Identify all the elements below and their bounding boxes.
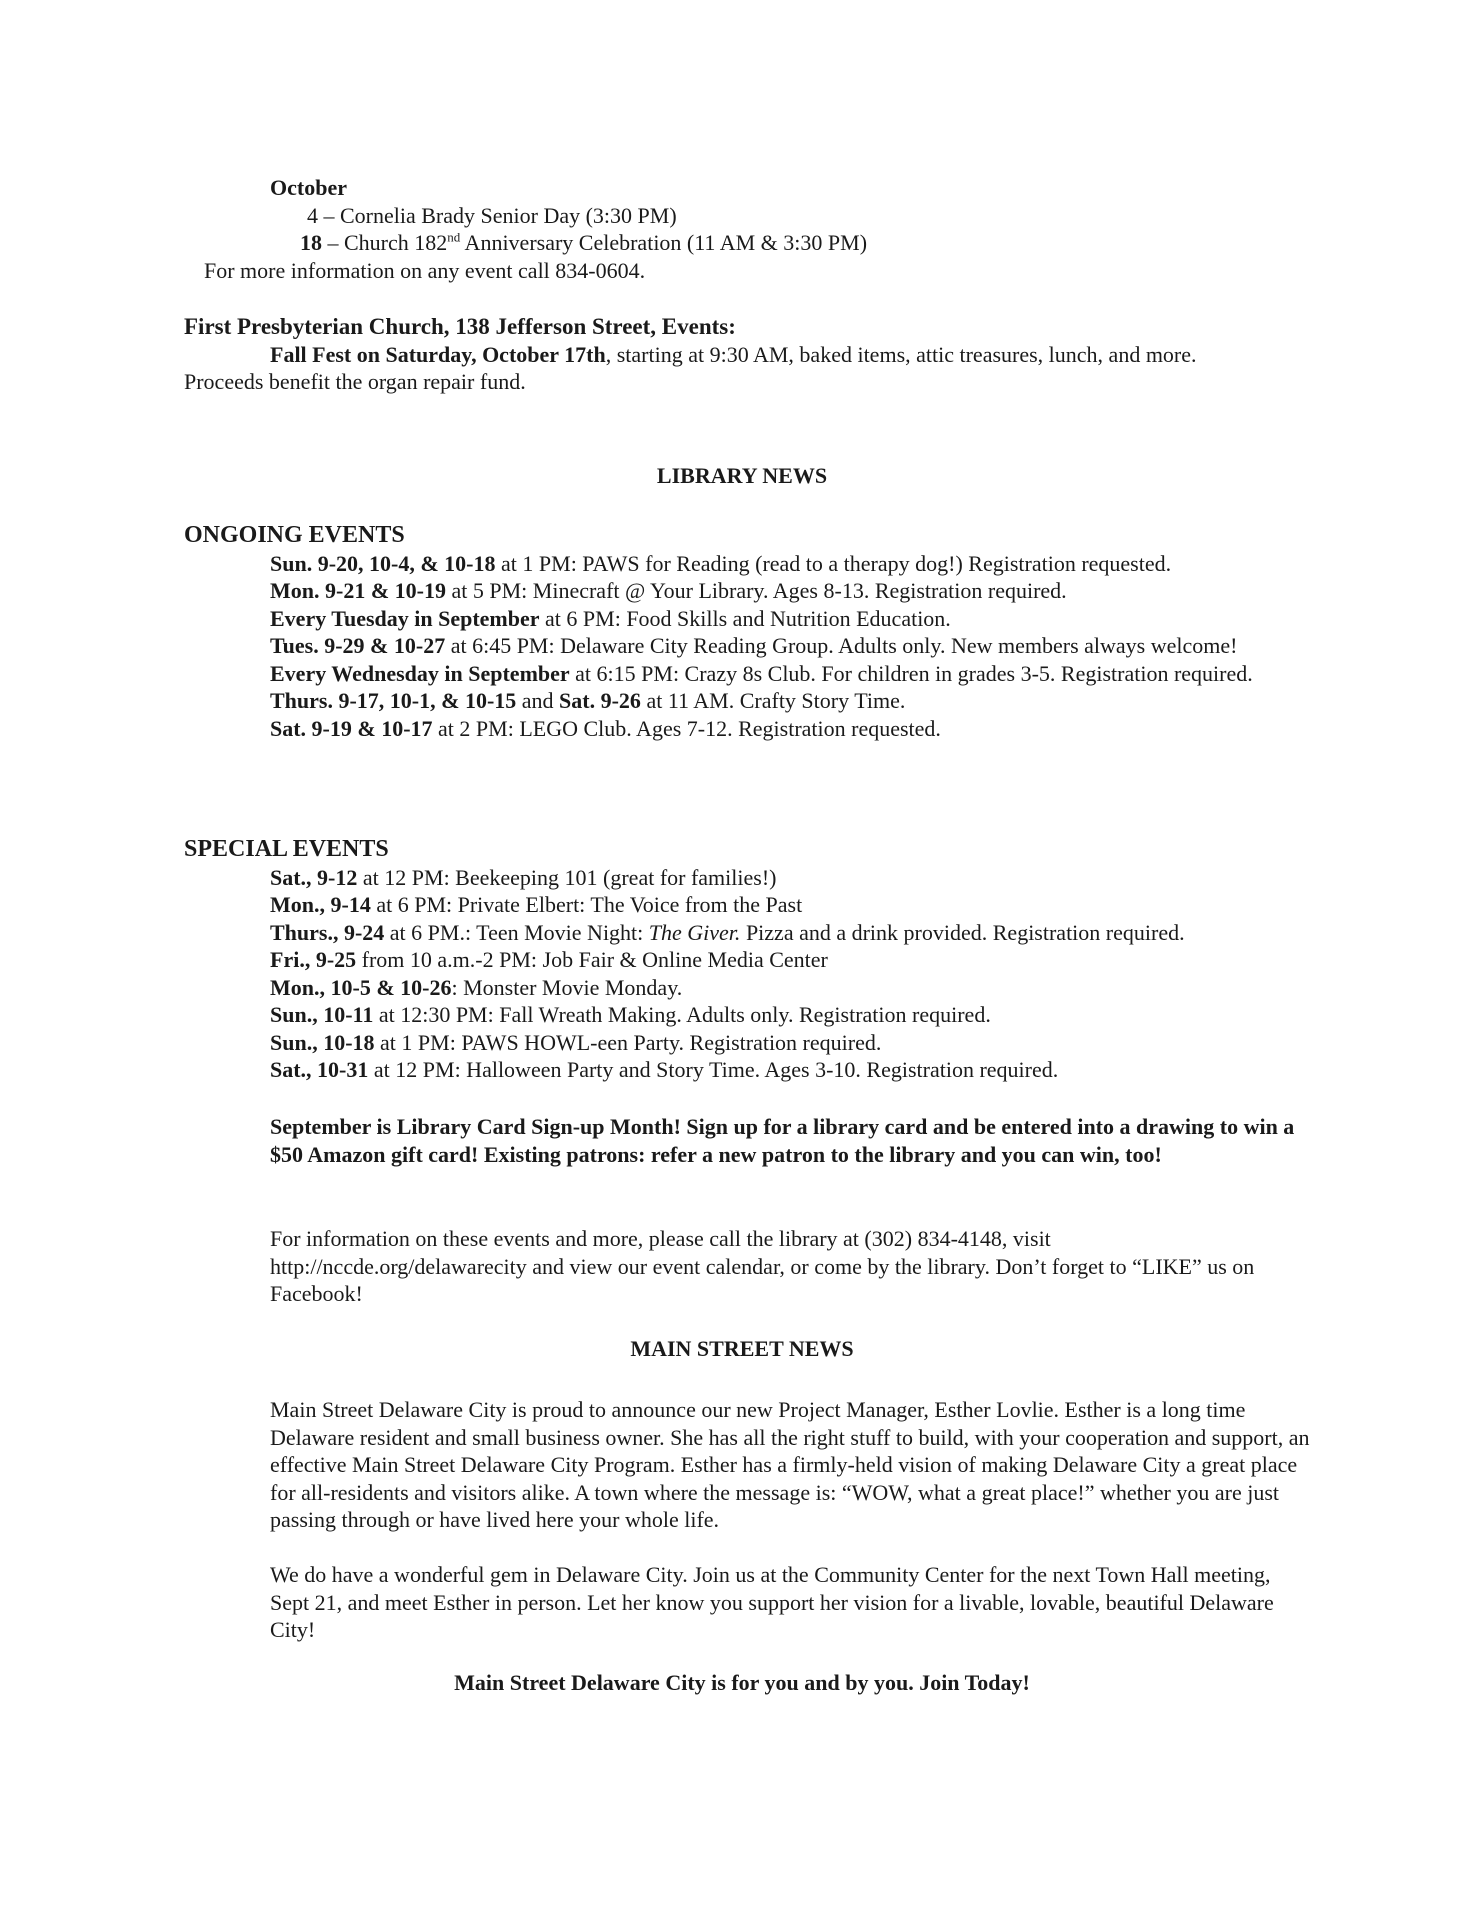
october-item [270, 229, 867, 257]
special-event [184, 974, 1304, 1002]
special-event [184, 919, 1304, 947]
item-text: – Church 182 [322, 230, 448, 255]
event-date: Thurs. 9-17, 10-1, & 10-15 [270, 688, 517, 713]
event-date: Mon., 9-14 [270, 892, 371, 917]
ongoing-events-section [184, 522, 1304, 742]
ongoing-event [184, 715, 1304, 743]
event-text: at 6:15 PM: Crazy 8s Club. For children in grades 3-5. Registration required. [569, 660, 1253, 686]
event-date: Sat. 9-26 [559, 688, 641, 713]
event-date: Sat., 10-31 [270, 1057, 369, 1082]
ongoing-event [184, 577, 1304, 605]
event-date: Thurs., 9-24 [270, 919, 385, 945]
event-text: at 6 PM.: Teen Movie Night: [384, 919, 649, 945]
special-event [184, 864, 1304, 892]
event-text: at 11 AM. Crafty Story Time. [640, 688, 906, 713]
special-event [184, 891, 1304, 919]
event-date: Sat., 9-12 [270, 864, 358, 890]
special-events-section [184, 836, 1304, 1084]
event-text: at 12:30 PM: Fall Wreath Making. Adults only. Registration required. [373, 1002, 991, 1027]
item-text: – Cornelia Brady Senior Day (3:30 PM) [318, 202, 677, 228]
presbyterian-heading: First Presbyterian Church, 138 Jefferson Street, Events: [184, 314, 736, 339]
special-event-list [184, 864, 1304, 1084]
main-street-para-2: We do have a wonderful gem in Delaware City. Join us at the Community Center for the next Town Hall meeting, Sept 21, and meet Esther in person. Let her know you support her vision for a livable, lovable, beautiful Delaware City! [270, 1562, 1274, 1642]
ongoing-heading: ONGOING EVENTS [184, 522, 405, 548]
event-text: at 6 PM: Food Skills and Nutrition Education. [539, 605, 951, 631]
ongoing-event [184, 687, 1304, 715]
event-text: at 6:45 PM: Delaware City Reading Group. Adults only. New members always welcome! [445, 633, 1238, 658]
ongoing-event [184, 660, 1304, 688]
main-street-closing: Main Street Delaware City is for you and by you. Join Today! [454, 1670, 1030, 1695]
event-date: Tues. 9-29 & 10-27 [270, 633, 446, 658]
ongoing-event [184, 550, 1304, 578]
event-text: and [516, 688, 560, 713]
event-date: Sun., 10-11 [270, 1002, 374, 1027]
library-info: For information on these events and more, please call the library at (302) 834-4148, visit http://nccde.org/delawarecity and view our event calendar, or come by the library. Don’t forget to “LIKE” us on Facebook! [270, 1226, 1255, 1306]
event-date: Every Tuesday in September [270, 605, 540, 631]
ongoing-event [184, 605, 1304, 633]
special-heading: SPECIAL EVENTS [184, 836, 389, 862]
event-text: : Monster Movie Monday. [451, 974, 683, 1000]
event-text: at 6 PM: Private Elbert: The Voice from the Past [370, 892, 803, 917]
ongoing-event [184, 632, 1304, 660]
event-date: Sun. 9-20, 10-4, & 10-18 [270, 550, 496, 576]
item-date: 18 [300, 230, 322, 255]
main-street-para-1: Main Street Delaware City is proud to announce our new Project Manager, Esther Lovlie. Esther is a long time Delaware resident and small business owner. She has all the right stuff to build, with your cooperation and support, an effective Main Street Delaware City Program. Esther has a firmly-held vision of making Delaware City a great place for all-residents and visitors alike. A town where the message is: “WOW, what a great place!” whether you are just passing through or have lived here your whole life. [270, 1397, 1310, 1532]
event-text: at 5 PM: Minecraft @ Your Library. Ages 8-13. Registration required. [445, 578, 1067, 603]
special-event [184, 946, 1304, 974]
ongoing-event-list [184, 550, 1304, 743]
event-text: The Giver. [648, 919, 741, 945]
special-event [184, 1029, 1304, 1057]
october-heading: October [270, 175, 347, 200]
event-date: Every Wednesday in September [270, 660, 570, 686]
library-card-promo: September is Library Card Sign-up Month! Sign up for a library card and be entered into a drawing to win a $50 Amazon gift card! Existing patrons: refer a new patron to the library and you can win, too! [270, 1114, 1295, 1167]
item-text: Anniversary Celebration (11 AM & 3:30 PM) [460, 230, 868, 255]
event-text: Pizza and a drink provided. Registration required. [740, 919, 1185, 945]
event-text: from 10 a.m.-2 PM: Job Fair & Online Media Center [356, 947, 828, 972]
event-text: at 1 PM: PAWS HOWL-een Party. Registration required. [374, 1029, 882, 1055]
event-date: Mon. 9-21 & 10-19 [270, 578, 446, 603]
event-text: at 12 PM: Beekeeping 101 (great for families!) [357, 864, 777, 890]
event-date: Mon., 10-5 & 10-26 [270, 974, 452, 1000]
item-date: 4 [307, 202, 318, 228]
main-street-title: MAIN STREET NEWS [630, 1336, 854, 1361]
event-text: at 1 PM: PAWS for Reading (read to a therapy dog!) Registration requested. [495, 550, 1172, 576]
event-date: Sun., 10-18 [270, 1029, 375, 1055]
event-text: at 12 PM: Halloween Party and Story Time. Ages 3-10. Registration required. [368, 1057, 1059, 1082]
october-item [270, 202, 867, 230]
special-event [184, 1001, 1304, 1029]
fall-fest-text-2: Proceeds benefit the organ repair fund. [184, 369, 526, 394]
presbyterian-section [184, 313, 1304, 396]
october-section [204, 174, 868, 284]
event-date: Sat. 9-19 & 10-17 [270, 715, 433, 741]
library-news-title: LIBRARY NEWS [656, 463, 828, 488]
event-text: at 2 PM: LEGO Club. Ages 7-12. Registration requested. [432, 715, 941, 741]
october-info: For more information on any event call 834-0604. [204, 257, 646, 283]
special-event [184, 1056, 1304, 1084]
fall-fest-title: Fall Fest on Saturday, October 17th [270, 341, 606, 367]
fall-fest-text: , starting at 9:30 AM, baked items, attic treasures, lunch, and more. [605, 341, 1197, 367]
event-date: Fri., 9-25 [270, 947, 357, 972]
ordinal-suffix: nd [447, 229, 461, 245]
